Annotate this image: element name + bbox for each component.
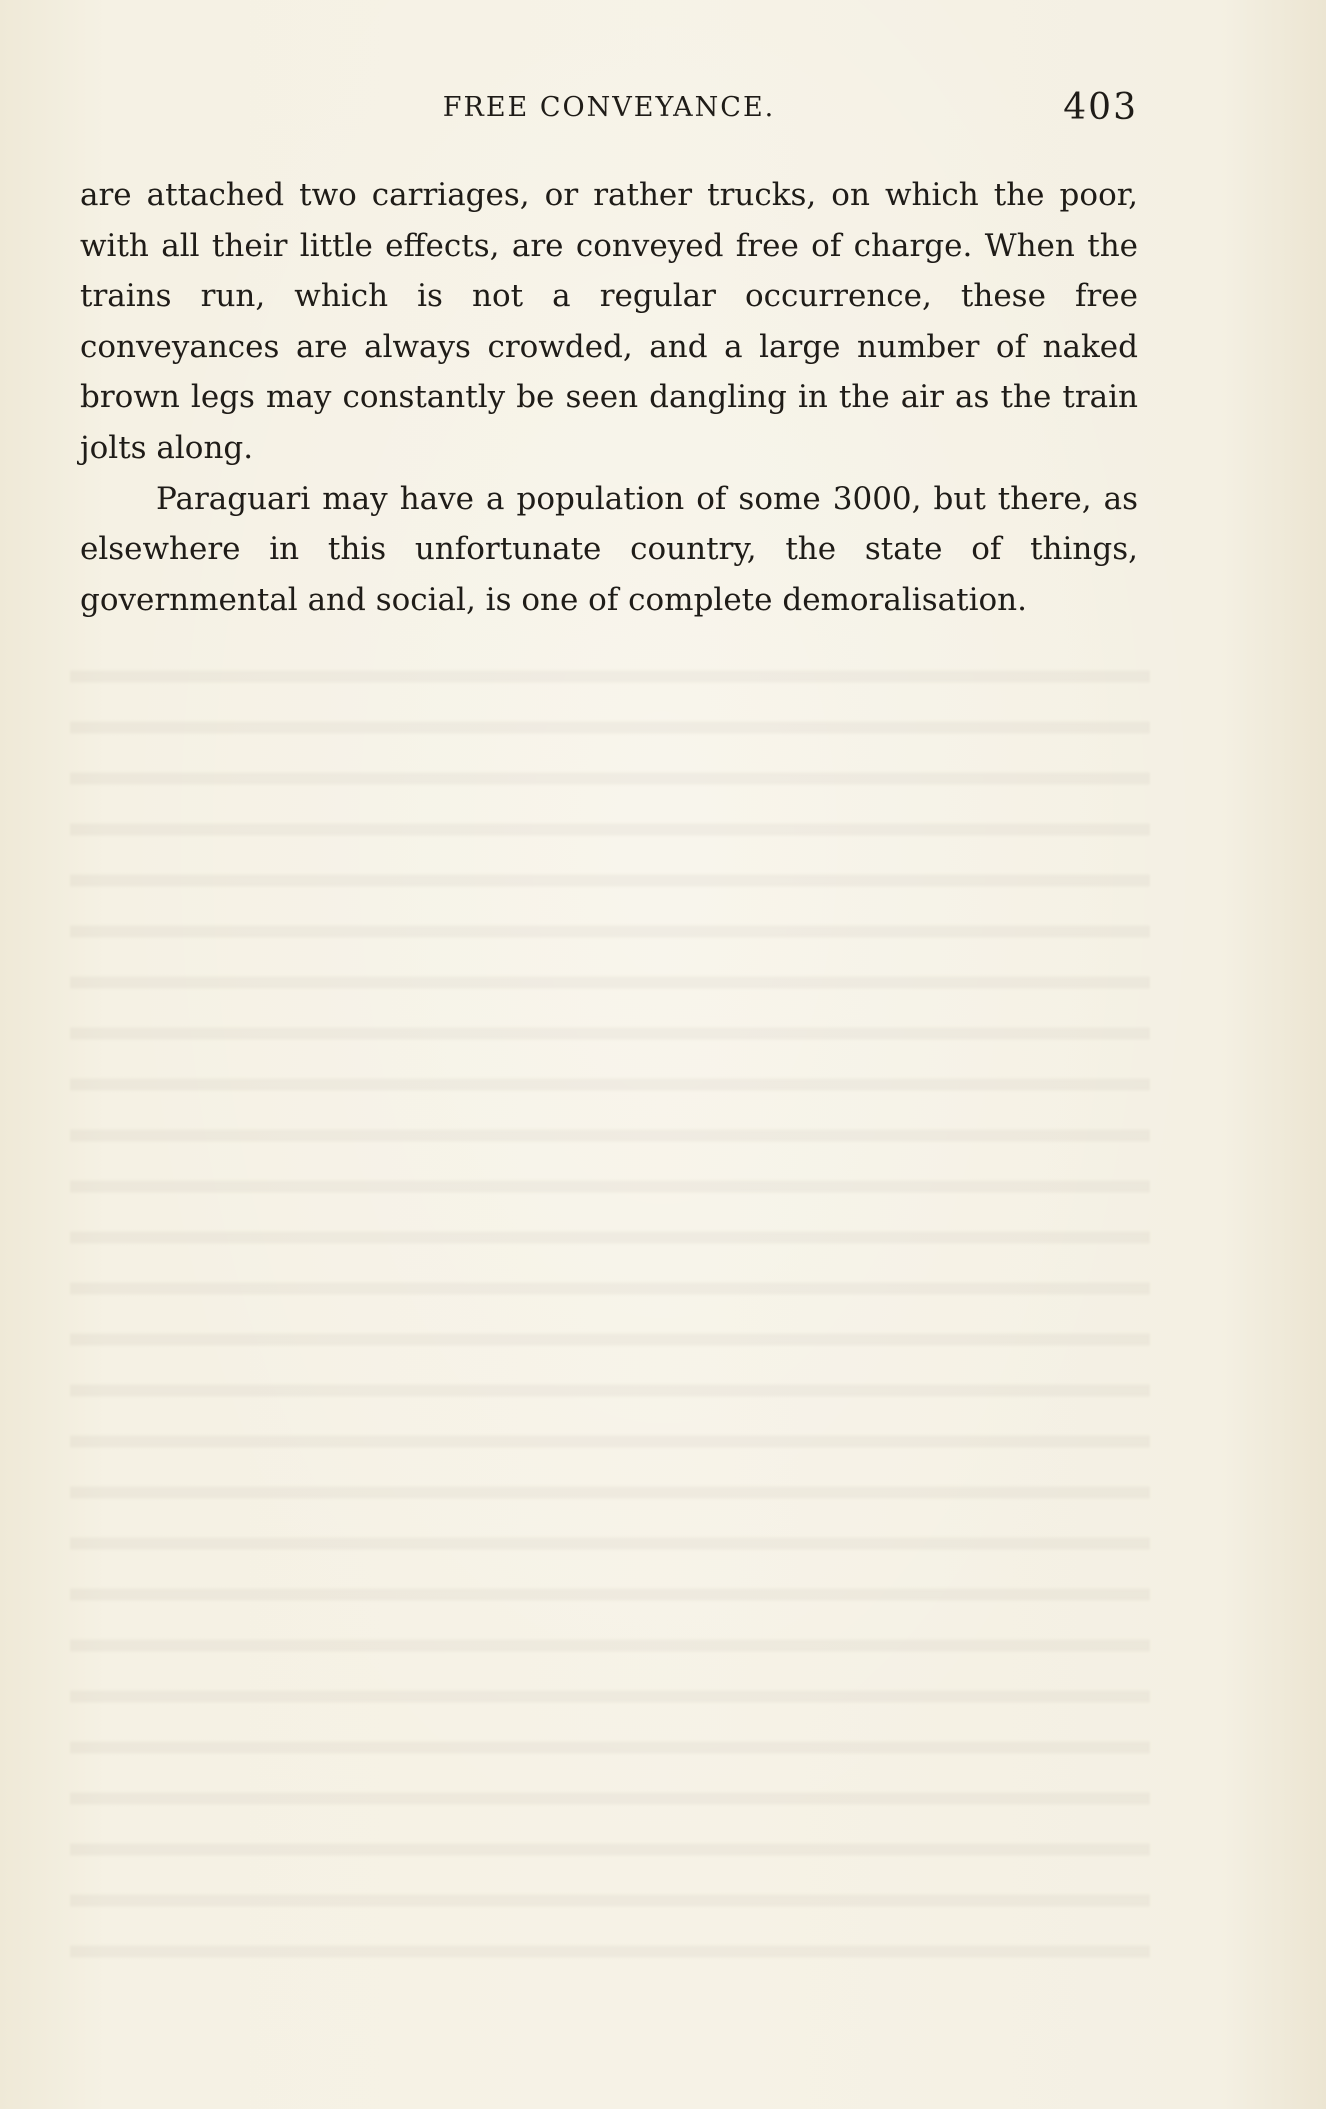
paragraph: are attached two carriages, or rather trucks, on which the poor, with all their little effects, are conveyed free of charge. When the trains run, which is not a regular occurrence, these free conveyances are always crowded, and a large number of naked brown legs may constantly be seen dangling in the air as the train jolts along.	[80, 177, 1138, 466]
running-head: FREE CONVEYANCE.	[442, 92, 776, 123]
show-through-texture	[70, 640, 1150, 1980]
paragraph: Paraguari may have a population of some 3000, but there, as elsewhere in this unfortunate country, the state of things, governmental and social, is one of complete demoralisation.	[80, 480, 1138, 618]
page-number: 403	[1063, 87, 1138, 128]
body-text	[80, 170, 1138, 625]
page-header	[80, 86, 1138, 130]
